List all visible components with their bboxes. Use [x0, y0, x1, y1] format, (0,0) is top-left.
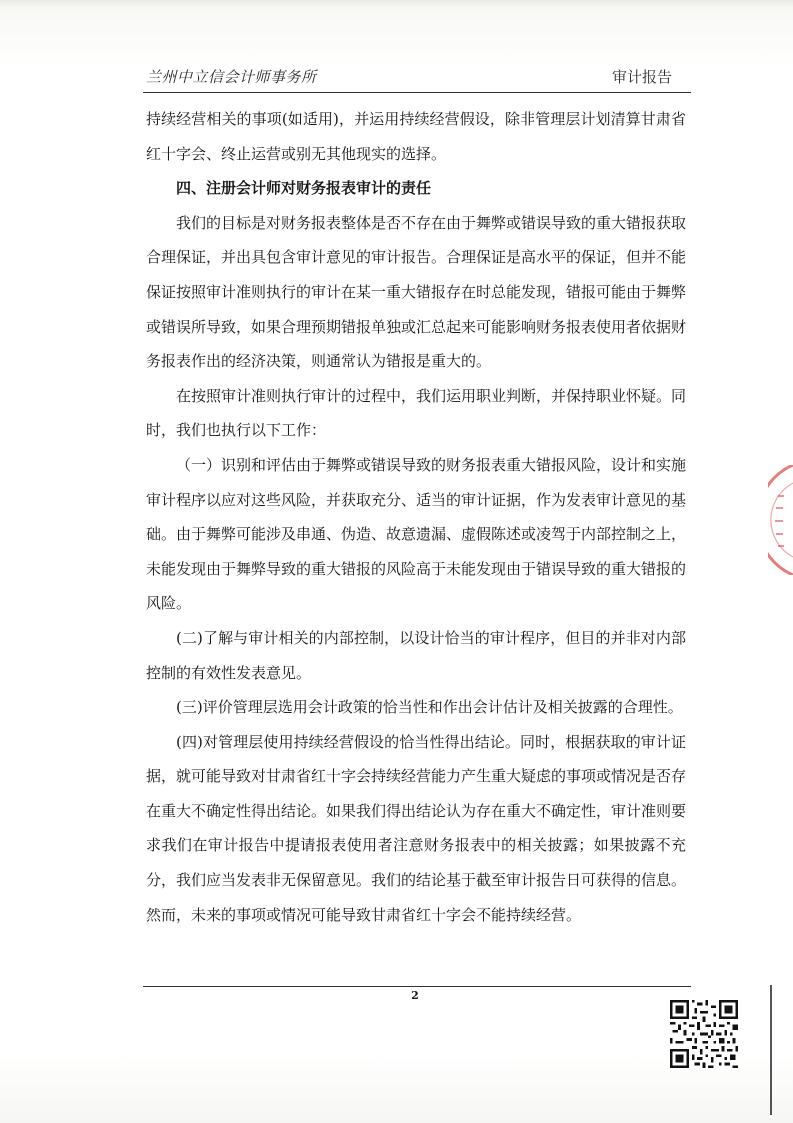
list-item-risk-assessment: （一）识别和评估由于舞弊或错误导致的财务报表重大错报风险，设计和实施审计程序以应对这些风险，并获取充分、适当的审计证据，作为发表审计意见的基础。由于舞弊可能涉及串通、伪造、故意遗漏、虚假陈述或凌驾于内部控制之上，未能发现由于舞弊导致的重大错报的风险高于未能发现由于错误导致的重大错报的风险。	[146, 455, 687, 613]
scan-shadow	[0, 0, 793, 8]
paragraph-going-concern: 持续经营相关的事项(如适用)，并运用持续经营假设，除非管理层计划清算甘肃省红十字会、终止运营或别无其他现实的选择。	[146, 110, 686, 163]
report-type: 审计报告	[611, 68, 672, 86]
page-number: 2	[411, 989, 419, 1002]
report-body	[146, 102, 686, 932]
firm-name: 兰州中立信会计师事务所	[146, 68, 317, 86]
paragraph-objective: 我们的目标是对财务报表整体是否不存在由于舞弊或错误导致的重大错报获取合理保证，并出具包含审计意见的审计报告。合理保证是高水平的保证，但并不能保证按照审计准则执行的审计在某一重大错报存在时总能发现，错报可能由于舞弊或错误所导致，如果合理预期错报单独或汇总起来可能影响财务报表使用者依据财务报表作出的经济决策，则通常认为错报是重大的。	[146, 213, 687, 371]
list-item-accounting-policies: (三)评价管理层选用会计政策的恰当性和作出会计估计及相关披露的合理性。	[176, 698, 683, 717]
list-item-going-concern: (四)对管理层使用持续经营假设的恰当性得出结论。同时，根据获取的审计证据，就可能导致对甘肃省红十字会持续经营能力产生重大疑虑的事项或情况是否存在重大不确定性得出结论。如果我们得出结论认为存在重大不确定性，审计准则要求我们在审计报告中提请报表使用者注意财务报表中的相关披露；如果披露不充分，我们应当发表非无保留意见。我们的结论基于截至审计报告日可获得的信息。然而，未来的事项或情况可能导致甘肃省红十字会不能持续经营。	[146, 732, 687, 924]
qr-code-icon	[670, 1000, 738, 1068]
section-heading: 四、注册会计师对财务报表审计的责任	[176, 179, 432, 198]
paragraph-procedures-intro: 在按照审计准则执行审计的过程中，我们运用职业判断，并保持职业怀疑。同时，我们也执行以下工作：	[146, 386, 687, 440]
footer-divider	[143, 986, 691, 987]
page-header	[146, 62, 684, 90]
header-divider	[143, 92, 691, 93]
seal-stamp-icon	[768, 465, 793, 575]
scan-edge-line	[770, 985, 772, 1115]
list-item-internal-control: (二)了解与审计相关的内部控制，以设计恰当的审计程序，但目的并非对内部控制的有效性发表意见。	[146, 628, 686, 682]
